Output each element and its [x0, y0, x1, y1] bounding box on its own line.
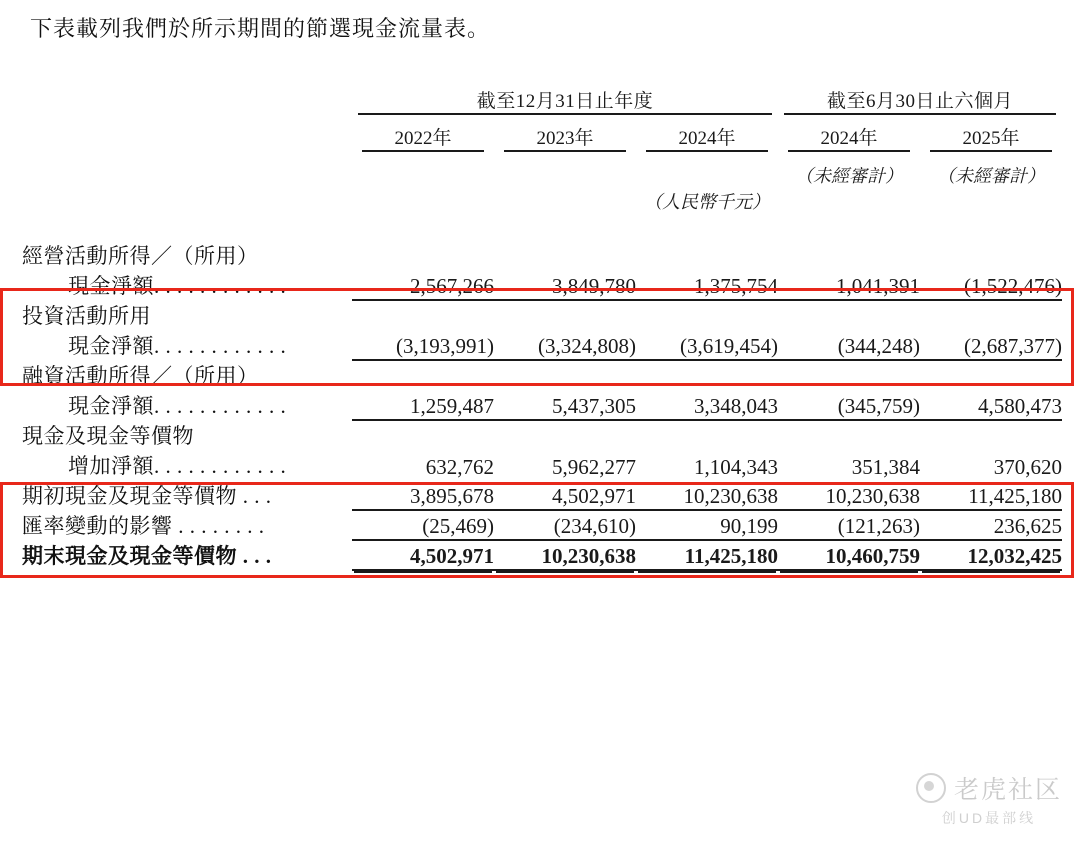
row-value: 10,230,638 [494, 540, 636, 570]
row-value: 12,032,425 [920, 540, 1062, 570]
row-value: (345,759) [778, 390, 920, 420]
row-value [920, 300, 1062, 330]
row-value: 2,567,266 [352, 270, 494, 300]
audit-note-5: （未經審計） [937, 166, 1045, 186]
row-value: 4,580,473 [920, 390, 1062, 420]
table-row [22, 240, 1062, 270]
row-label: 現金淨額. . . . . . . . . . . . [68, 394, 287, 418]
row-value: 10,230,638 [636, 480, 778, 510]
year-header-2022: 2022年 [394, 128, 452, 149]
row-value [352, 240, 494, 270]
row-label: 匯率變動的影響 . . . . . . . . [22, 514, 265, 538]
row-label: 融資活動所得／（所用） [22, 364, 259, 388]
row-value: 10,460,759 [778, 540, 920, 570]
currency-unit-note: （人民幣千元） [644, 192, 770, 212]
row-value [636, 360, 778, 390]
row-value [778, 240, 920, 270]
audit-note-2 [494, 162, 636, 188]
audit-note-1 [352, 162, 494, 188]
row-value [636, 420, 778, 450]
row-value: 1,041,391 [778, 270, 920, 300]
audit-note-4: （未經審計） [795, 166, 903, 186]
group-rule-annual [352, 113, 778, 123]
row-value: 4,502,971 [494, 480, 636, 510]
year-rule-2 [494, 150, 636, 162]
row-value [494, 360, 636, 390]
table-row [22, 450, 1062, 480]
year-header-2024: 2024年 [678, 128, 736, 149]
row-label: 增加淨額. . . . . . . . . . . . [68, 454, 287, 478]
watermark-sub-text: 创UD最部线 [941, 810, 1037, 826]
row-value: (25,469) [352, 510, 494, 540]
row-value: 632,762 [425, 455, 494, 479]
column-group-rule-row [22, 113, 1062, 123]
row-value [352, 420, 494, 450]
audit-note-3 [636, 162, 778, 188]
year-header-2023: 2023年 [536, 128, 594, 149]
year-rule-row [22, 150, 1062, 162]
row-label: 現金及現金等價物 [22, 424, 194, 448]
row-value: 4,502,971 [352, 540, 494, 570]
year-rule-4 [778, 150, 920, 162]
row-value [778, 300, 920, 330]
cash-flow-table [22, 86, 1062, 571]
row-value: 10,230,638 [778, 480, 920, 510]
table-row [22, 420, 1062, 450]
column-group-header-row [22, 86, 1062, 113]
row-value: 351,384 [851, 455, 920, 479]
row-value: 3,849,780 [494, 270, 636, 300]
row-value [778, 420, 920, 450]
year-header-row [22, 123, 1062, 150]
watermark-main [916, 770, 1062, 806]
row-value [494, 420, 636, 450]
row-value [636, 240, 778, 270]
table-row [22, 510, 1062, 540]
row-value: (3,619,454) [636, 330, 778, 360]
row-label: 期末現金及現金等價物 . . . [22, 544, 272, 568]
row-value: 236,625 [920, 510, 1062, 540]
watermark [916, 770, 1062, 828]
group-rule-interim [778, 113, 1062, 123]
row-value [352, 300, 494, 330]
row-value: (121,263) [778, 510, 920, 540]
row-value [920, 240, 1062, 270]
row-value: 1,375,754 [636, 270, 778, 300]
table-body [22, 240, 1062, 570]
table-row [22, 390, 1062, 420]
row-value: 5,437,305 [494, 390, 636, 420]
row-label: 現金淨額. . . . . . . . . . . . [68, 334, 287, 358]
row-value: 3,348,043 [636, 390, 778, 420]
year-header-2024-interim: 2024年 [820, 128, 878, 149]
row-value [920, 420, 1062, 450]
row-value: (1,522,476) [920, 270, 1062, 300]
row-value: (3,324,808) [494, 330, 636, 360]
year-rule-5 [920, 150, 1062, 162]
row-value: 1,259,487 [352, 390, 494, 420]
row-value: 3,895,678 [352, 480, 494, 510]
row-label: 現金淨額. . . . . . . . . . . . [68, 274, 287, 298]
row-value [920, 360, 1062, 390]
row-label: 經營活動所得／（所用） [22, 244, 259, 268]
row-value: (234,610) [494, 510, 636, 540]
row-value [636, 300, 778, 330]
year-rule-3 [636, 150, 778, 162]
row-value: 370,620 [993, 455, 1062, 479]
row-value: 11,425,180 [636, 540, 778, 570]
row-value: (344,248) [778, 330, 920, 360]
column-group-interim: 截至6月30日止六個月 [826, 91, 1013, 112]
table-row [22, 300, 1062, 330]
year-header-2025-interim: 2025年 [962, 128, 1020, 149]
row-value: 90,199 [636, 510, 778, 540]
table-row-total [22, 540, 1062, 570]
row-value [352, 360, 494, 390]
row-value: 11,425,180 [920, 480, 1062, 510]
table-row [22, 330, 1062, 360]
row-value: 5,962,277 [552, 455, 636, 479]
column-group-annual: 截至12月31日止年度 [476, 91, 654, 112]
row-label: 投資活動所用 [22, 304, 151, 328]
audit-note-row [22, 162, 1062, 188]
table-row [22, 270, 1062, 300]
row-value [494, 300, 636, 330]
row-value: 1,104,343 [694, 455, 778, 479]
table-row [22, 360, 1062, 390]
currency-note-row [22, 188, 1062, 214]
row-label: 期初現金及現金等價物 . . . [22, 484, 272, 508]
year-rule-1 [352, 150, 494, 162]
row-value: (2,687,377) [920, 330, 1062, 360]
watermark-logo-icon [916, 773, 946, 803]
row-value [494, 240, 636, 270]
intro-paragraph: 下表載列我們於所示期間的節選現金流量表。 [30, 16, 491, 41]
watermark-main-text: 老虎社区 [953, 776, 1062, 804]
row-value: (3,193,991) [352, 330, 494, 360]
header-spacer-row [22, 214, 1062, 240]
table-row [22, 480, 1062, 510]
row-value [778, 360, 920, 390]
